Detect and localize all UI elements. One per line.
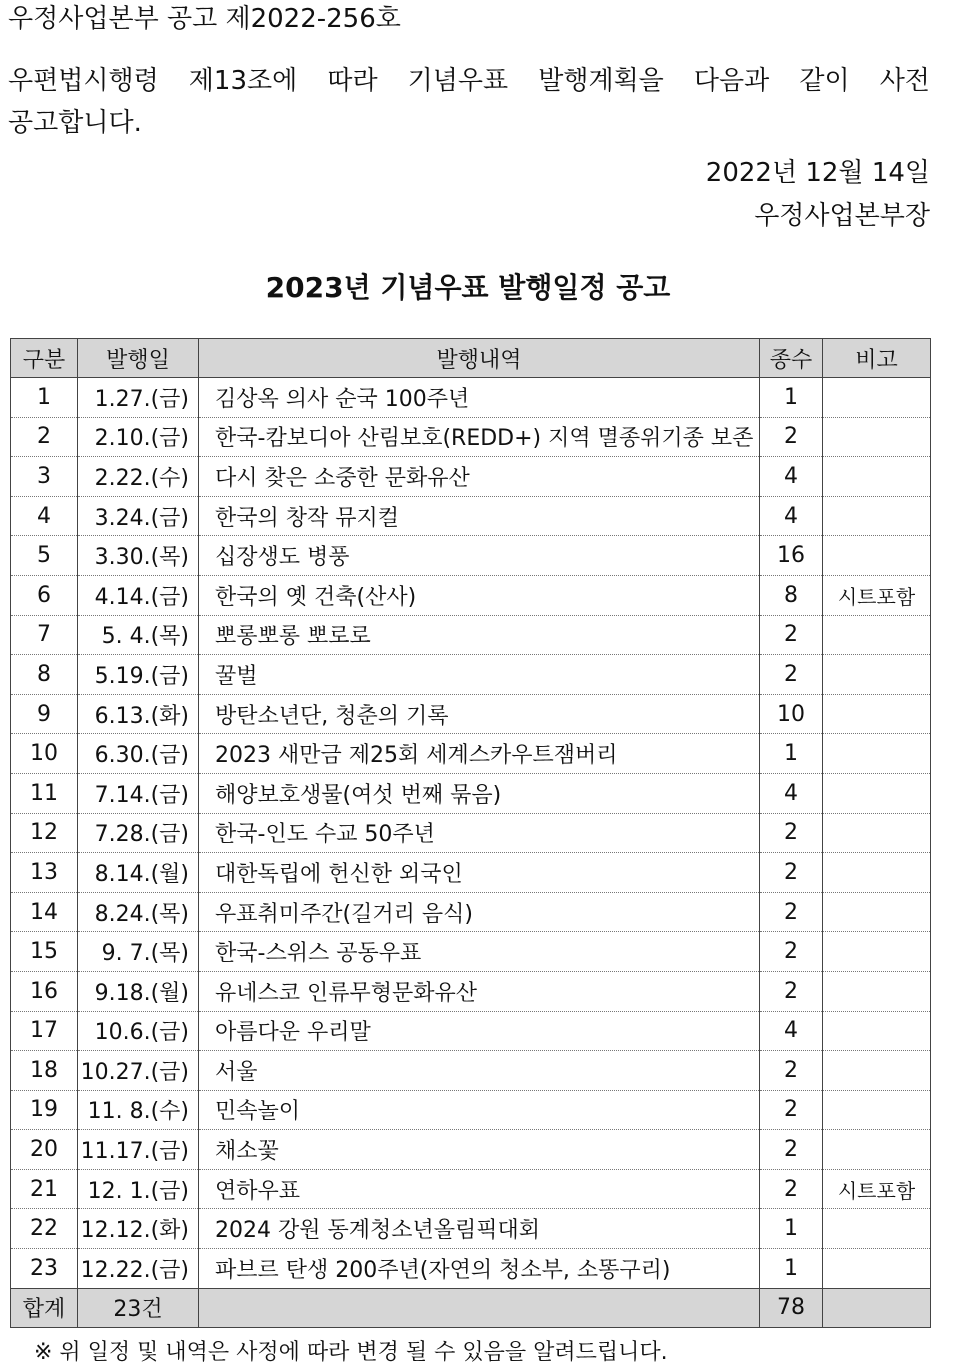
cell-count: 16: [760, 536, 823, 576]
cell-no: 6: [11, 575, 78, 615]
cell-date: 10.27.(금): [78, 1051, 199, 1091]
cell-note: [823, 813, 931, 853]
cell-desc: 한국-캄보디아 산림보호(REDD+) 지역 멸종위기종 보존: [199, 417, 760, 457]
cell-desc: 민속놀이: [199, 1090, 760, 1130]
header-no: 구분: [11, 339, 78, 378]
cell-count: 2: [760, 853, 823, 893]
cell-desc: 대한독립에 헌신한 외국인: [199, 853, 760, 893]
cell-date: 6.13.(화): [78, 694, 199, 734]
cell-count: 2: [760, 1090, 823, 1130]
cell-no: 4: [11, 496, 78, 536]
cell-desc: 다시 찾은 소중한 문화유산: [199, 457, 760, 497]
cell-no: 11: [11, 773, 78, 813]
cell-desc: 십장생도 병풍: [199, 536, 760, 576]
cell-count: 2: [760, 971, 823, 1011]
cell-desc: 파브르 탄생 200주년(자연의 청소부, 소똥구리): [199, 1249, 760, 1289]
table-row: [11, 1249, 931, 1289]
cell-count: 2: [760, 1130, 823, 1170]
table-row: [11, 575, 931, 615]
cell-count: 4: [760, 457, 823, 497]
cell-note: [823, 734, 931, 774]
cell-note: [823, 1011, 931, 1051]
table-row: [11, 1051, 931, 1091]
cell-desc: 유네스코 인류무형문화유산: [199, 971, 760, 1011]
table-header-row: [11, 339, 931, 378]
intro-word: 다음과: [693, 66, 770, 96]
cell-no: 21: [11, 1169, 78, 1209]
cell-count: 4: [760, 1011, 823, 1051]
cell-note: [823, 1090, 931, 1130]
cell-desc: 김상옥 의사 순국 100주년: [199, 378, 760, 418]
cell-note: [823, 773, 931, 813]
table-row: [11, 378, 931, 418]
cell-note: 시트포함: [823, 575, 931, 615]
table-row: [11, 417, 931, 457]
table-row: [11, 694, 931, 734]
cell-date: 5. 4.(목): [78, 615, 199, 655]
cell-desc: 아름다운 우리말: [199, 1011, 760, 1051]
cell-note: [823, 655, 931, 695]
cell-count: 2: [760, 1051, 823, 1091]
cell-no: 10: [11, 734, 78, 774]
cell-date: 6.30.(금): [78, 734, 199, 774]
intro-word: 기념우표: [407, 66, 509, 96]
cell-desc: 해양보호생물(여섯 번째 묶음): [199, 773, 760, 813]
total-desc: [199, 1288, 760, 1327]
cell-count: 8: [760, 575, 823, 615]
intro-word: 사전: [879, 66, 930, 96]
cell-count: 1: [760, 378, 823, 418]
header-count: 종수: [760, 339, 823, 378]
cell-desc: 서울: [199, 1051, 760, 1091]
cell-no: 22: [11, 1209, 78, 1249]
cell-desc: 한국의 창작 뮤지컬: [199, 496, 760, 536]
cell-note: [823, 853, 931, 893]
cell-no: 15: [11, 932, 78, 972]
table-row: [11, 1011, 931, 1051]
cell-no: 17: [11, 1011, 78, 1051]
cell-no: 5: [11, 536, 78, 576]
cell-note: [823, 615, 931, 655]
cell-no: 13: [11, 853, 78, 893]
notice-date: 2022년 12월 14일: [705, 158, 930, 188]
cell-no: 2: [11, 417, 78, 457]
cell-count: 2: [760, 892, 823, 932]
cell-date: 3.24.(금): [78, 496, 199, 536]
cell-count: 1: [760, 1249, 823, 1289]
cell-date: 5.19.(금): [78, 655, 199, 695]
cell-date: 7.14.(금): [78, 773, 199, 813]
table-row: [11, 734, 931, 774]
cell-count: 1: [760, 1209, 823, 1249]
cell-note: [823, 496, 931, 536]
intro-word: 발행계획을: [538, 66, 664, 96]
notice-number: 우정사업본부 공고 제2022-256호: [8, 4, 401, 34]
intro-word: 우편법시행령: [8, 66, 159, 96]
table-row: [11, 655, 931, 695]
intro-line-2: 공고합니다.: [8, 108, 142, 138]
cell-note: [823, 1249, 931, 1289]
intro-word: 따라: [327, 66, 378, 96]
cell-date: 9.18.(월): [78, 971, 199, 1011]
cell-desc: 우표취미주간(길거리 음식): [199, 892, 760, 932]
cell-date: 4.14.(금): [78, 575, 199, 615]
table-row: [11, 853, 931, 893]
table-row: [11, 971, 931, 1011]
cell-note: [823, 1209, 931, 1249]
cell-note: [823, 971, 931, 1011]
cell-count: 1: [760, 734, 823, 774]
cell-desc: 한국의 옛 건축(산사): [199, 575, 760, 615]
cell-date: 2.22.(수): [78, 457, 199, 497]
total-label: 합계: [11, 1288, 78, 1327]
cell-desc: 한국-인도 수교 50주년: [199, 813, 760, 853]
cell-date: 3.30.(목): [78, 536, 199, 576]
cell-date: 12.12.(화): [78, 1209, 199, 1249]
cell-no: 20: [11, 1130, 78, 1170]
cell-no: 3: [11, 457, 78, 497]
cell-count: 10: [760, 694, 823, 734]
table-row: [11, 536, 931, 576]
cell-count: 4: [760, 496, 823, 536]
table-row: [11, 1169, 931, 1209]
header-desc: 발행내역: [199, 339, 760, 378]
table-row: [11, 457, 931, 497]
table-row: [11, 615, 931, 655]
cell-date: 7.28.(금): [78, 813, 199, 853]
cell-date: 10.6.(금): [78, 1011, 199, 1051]
cell-date: 8.24.(목): [78, 892, 199, 932]
cell-date: 9. 7.(목): [78, 932, 199, 972]
cell-desc: 뽀롱뽀롱 뽀로로: [199, 615, 760, 655]
cell-note: [823, 457, 931, 497]
intro-word: 제13조에: [188, 66, 298, 96]
schedule-table: [10, 338, 931, 1328]
cell-date: 8.14.(월): [78, 853, 199, 893]
cell-desc: 꿀벌: [199, 655, 760, 695]
cell-no: 1: [11, 378, 78, 418]
table-row: [11, 1090, 931, 1130]
cell-no: 16: [11, 971, 78, 1011]
table-row: [11, 1130, 931, 1170]
cell-date: 11. 8.(수): [78, 1090, 199, 1130]
cell-count: 2: [760, 615, 823, 655]
cell-count: 2: [760, 655, 823, 695]
cell-note: [823, 536, 931, 576]
document-title: 2023년 기념우표 발행일정 공고: [265, 271, 671, 304]
cell-count: 2: [760, 932, 823, 972]
cell-note: [823, 417, 931, 457]
total-count: 78: [760, 1288, 823, 1327]
cell-date: 2.10.(금): [78, 417, 199, 457]
cell-note: [823, 892, 931, 932]
cell-note: [823, 1130, 931, 1170]
footnote: ※ 위 일정 및 내역은 사정에 따라 변경 될 수 있음을 알려드립니다.: [34, 1340, 668, 1365]
cell-date: 12. 1.(금): [78, 1169, 199, 1209]
issuer: 우정사업본부장: [754, 201, 930, 231]
cell-note: 시트포함: [823, 1169, 931, 1209]
header-note: 비고: [823, 339, 931, 378]
header-date: 발행일: [78, 339, 199, 378]
cell-desc: 2023 새만금 제25회 세계스카우트잼버리: [199, 734, 760, 774]
table-row: [11, 773, 931, 813]
cell-desc: 한국-스위스 공동우표: [199, 932, 760, 972]
cell-no: 9: [11, 694, 78, 734]
cell-note: [823, 1051, 931, 1091]
cell-no: 7: [11, 615, 78, 655]
cell-no: 19: [11, 1090, 78, 1130]
table-row: [11, 1209, 931, 1249]
table-row: [11, 496, 931, 536]
cell-date: 12.22.(금): [78, 1249, 199, 1289]
cell-count: 2: [760, 813, 823, 853]
cell-count: 4: [760, 773, 823, 813]
cell-desc: 방탄소년단, 청춘의 기록: [199, 694, 760, 734]
table-row: [11, 892, 931, 932]
cell-desc: 채소꽃: [199, 1130, 760, 1170]
cell-count: 2: [760, 1169, 823, 1209]
cell-count: 2: [760, 417, 823, 457]
cell-date: 1.27.(금): [78, 378, 199, 418]
cell-note: [823, 694, 931, 734]
total-issues: 23건: [78, 1288, 199, 1327]
intro-line-1: [8, 66, 930, 96]
cell-no: 14: [11, 892, 78, 932]
cell-note: [823, 378, 931, 418]
intro-word: 같이: [799, 66, 850, 96]
table-row: [11, 932, 931, 972]
cell-no: 8: [11, 655, 78, 695]
cell-no: 12: [11, 813, 78, 853]
cell-date: 11.17.(금): [78, 1130, 199, 1170]
table-row: [11, 813, 931, 853]
cell-no: 23: [11, 1249, 78, 1289]
cell-desc: 2024 강원 동계청소년올림픽대회: [199, 1209, 760, 1249]
total-note: [823, 1288, 931, 1327]
cell-desc: 연하우표: [199, 1169, 760, 1209]
cell-note: [823, 932, 931, 972]
cell-no: 18: [11, 1051, 78, 1091]
total-row: [11, 1288, 931, 1327]
